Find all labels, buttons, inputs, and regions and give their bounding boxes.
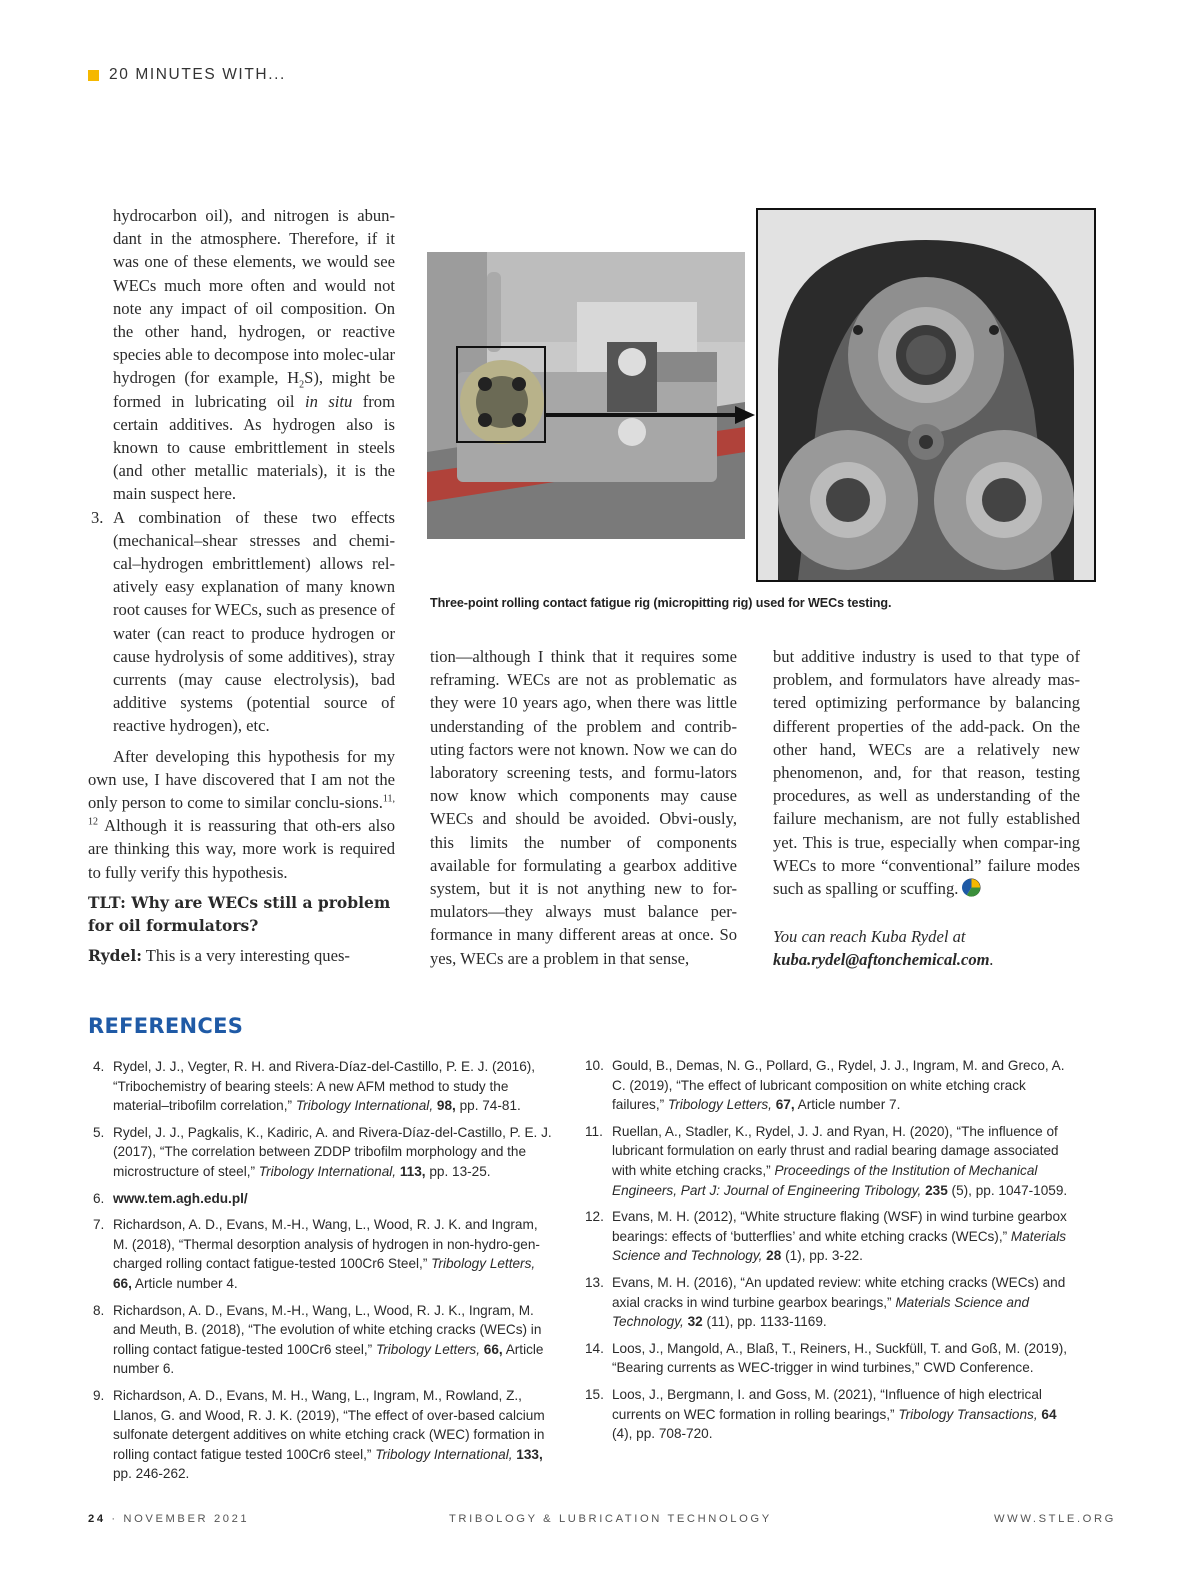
reference-item: 12. Evans, M. H. (2012), “White structure flaking (WSF) in wind turbine gearbox bearings: effects of ‘butterflies’ and white etching cracks (WECs),” Materials Science and Technology, 28 (1), pp. 3-22. — [585, 1209, 1067, 1264]
list-item-2-continuation: hydrocarbon oil), and nitrogen is abun-dant in the atmosphere. Therefore, if it was one of these elements, we would see WECs much more often and would not note any impact of oil composition. On the other hand, hydrogen, or reactive species able to decompose into molec-ular hydrogen (for example, $H_2S$), might be formed in lubricating oil in situ from certain additives. As hydrogen also is known to cause embrittlement in steels (and other metallic materials), it is the main suspect here. — [113, 206, 396, 504]
reference-item: 5. Rydel, J. J., Pagkalis, K., Kadiric, A. and Rivera-Díaz-del-Castillo, P. E. J. (2017), “The correlation between ZDDP tribofilm morphology and the microstructure of steel,” Tribology International, 113, pp. 13-25. — [93, 1124, 552, 1179]
reference-item: 4. Rydel, J. J., Vegter, R. H. and Rivera-Díaz-del-Castillo, P. E. J. (2016), “Tribochemistry of bearing steels: A new AFM method to study the material–tribofilm correlation,” Tribology International, 98, pp. 74-81. — [93, 1059, 536, 1114]
references-list-right — [585, 1056, 1080, 1451]
reference-item: 14. Loos, J., Mangold, A., Blaß, T., Reiners, H., Suckfüll, T. and Goß, M. (2019), “Bearing currents as WEC-trigger in wind turbines,” CWD Conference. — [585, 1340, 1068, 1376]
reference-item: 10. Gould, B., Demas, N. G., Pollard, G., Rydel, J. J., Ingram, M. and Greco, A. C. (2019), “The effect of lubricant composition on white etching crack failures,” Tribology Letters, 67, Article number 7. — [585, 1058, 1065, 1113]
reference-item: 9. Richardson, A. D., Evans, M. H., Wang, L., Ingram, M., Rowland, Z., Llanos, G. and Wood, R. J. K. (2019), “The effect of over-based calcium sulfonate detergent additives on white etching crack (WEC) formation in rolling contact fatigue tested 100Cr6 steel,” Tribology International, 133, pp. 246-262. — [93, 1387, 545, 1482]
contact-email-link[interactable]: kuba.rydel@aftonchemical.com — [773, 950, 990, 970]
reference-item: 15. Loos, J., Bergmann, I. and Goss, M. (2021), “Influence of high electrical currents on WEC formation in rolling bearings,” Tribology Transactions, 64 (4), pp. 708-720. — [585, 1386, 1057, 1442]
reference-item: 13. Evans, M. H. (2016), “An updated review: white etching cracks (WECs) and axial cracks in wind turbine gearbox bearings,” Materials Science and Technology, 32 (11), pp. 1133-1169. — [585, 1274, 1066, 1330]
rig-photo-illustration — [427, 252, 745, 539]
reference-item: 11. Ruellan, A., Stadler, K., Rydel, J. J. and Ryan, H. (2020), “The influence of lubricant formulation on early thrust and radial bearing damage associated with white etching cracks,” Proceedings of the Institution of Mechanical Engineers, Part J: Journal of Engineering Tribology, 235 (5), pp. 1047-1059. — [585, 1123, 1068, 1198]
reference-item: 7. Richardson, A. D., Evans, M.-H., Wang, L., Wood, R. J. K. and Ingram, M. (2018), “Thermal desorption analysis of hydrogen in non-hydro-gen-charged rolling contact fatigue-tested 100Cr6 Steel,” Tribology Letters, 66, Article number 4. — [93, 1217, 540, 1291]
references-list-left — [88, 1057, 553, 1491]
contact-closeup-illustration — [758, 210, 1094, 580]
reference-item: 8. Richardson, A. D., Evans, M.-H., Wang, L., Wood, R. J. K., Ingram, M. and Meuth, B. (2018), “The evolution of white etching cracks (WECs) in rolling contact fatigue-tested 100Cr6 steel,” Tribology Letters, 66, Article number 6. — [93, 1302, 544, 1377]
section-title: 20 MINUTES WITH... — [109, 66, 286, 83]
reference-item: 6. www.tem.agh.edu.pl/ — [93, 1190, 248, 1206]
reference-url-link[interactable]: www.tem.agh.edu.pl/ — [113, 1190, 248, 1206]
list-item-3: 3. A combination of these two effects (mechanical–shear stresses and chemi-cal–hydrogen embrittlement) allows rel-atively easy explanation of many known root causes for WECs, such as presence of water (can react to produce hydrogen or cause hydrolysis of some additives), stray currents (may cause electrolysis), bad additive systems (potential source of reactive hydrogen), etc. — [91, 507, 395, 736]
interview-answer-start: Rydel: This is a very interesting ques- — [88, 946, 350, 966]
body-paragraph: but additive industry is used to that type of problem, and formulators have already mas-tered optimizing performance by balancing different properties of the add-pack. On the other hand, WECs are a relatively new phenomenon, and, for that reason, testing procedures, as well as understanding of the failure mechanism, are not fully established yet. This is true, especially when compar-ing WECs to more “conventional” failure modes such as spalling or scuffing. — [773, 645, 1080, 903]
footer-magazine-title: TRIBOLOGY & LUBRICATION TECHNOLOGY — [449, 1513, 772, 1525]
figure-caption: Three-point rolling contact fatigue rig (micropitting rig) used for WECs testing. — [430, 596, 892, 610]
section-header — [88, 66, 286, 84]
section-marker-square — [88, 70, 99, 81]
figure-arrow — [545, 404, 755, 426]
body-paragraph: After developing this hypothesis for my own use, I have discovered that I am not the only person to come to similar conclu-sions.$^{11, 12}$ Although it is reassuring that oth-ers also are thinking this way, more work is required to fully verify this hypothesis. — [88, 746, 395, 882]
body-column-1 — [88, 204, 395, 968]
figure-rig-photo — [427, 252, 745, 539]
page-number: 24 — [88, 1513, 106, 1525]
body-column-2 — [430, 645, 737, 970]
interview-question: TLT: Why are WECs still a problem for oil formulators? — [88, 892, 391, 936]
contact-line: You can reach Kuba Rydel at kuba.rydel@aftonchemical.com. — [773, 927, 994, 970]
references-heading: REFERENCES — [88, 1014, 244, 1038]
body-column-3 — [773, 645, 1080, 972]
stle-logo-end-mark-icon — [962, 878, 981, 903]
footer-page-date: 24 · NOVEMBER 2021 — [88, 1513, 250, 1525]
footer-website-link[interactable]: WWW.STLE.ORG — [994, 1513, 1116, 1525]
body-paragraph: tion—although I think that it requires some reframing. WECs are not as problematic as they were 10 years ago, when there was little understanding of the problem and contrib-uting factors were not known. Now we can do laboratory screening tests, and formu-lators now know which components may cause WECs and should be avoided. Obvi-ously, this limits the number of components available for formulating a gearbox additive system, but it is not anything new to for-mulators—they always must balance per-formance in many different areas at once. So yes, WECs are a problem in that sense, — [430, 647, 737, 968]
figure-contact-closeup — [756, 208, 1096, 582]
issue-date: NOVEMBER 2021 — [123, 1513, 250, 1525]
